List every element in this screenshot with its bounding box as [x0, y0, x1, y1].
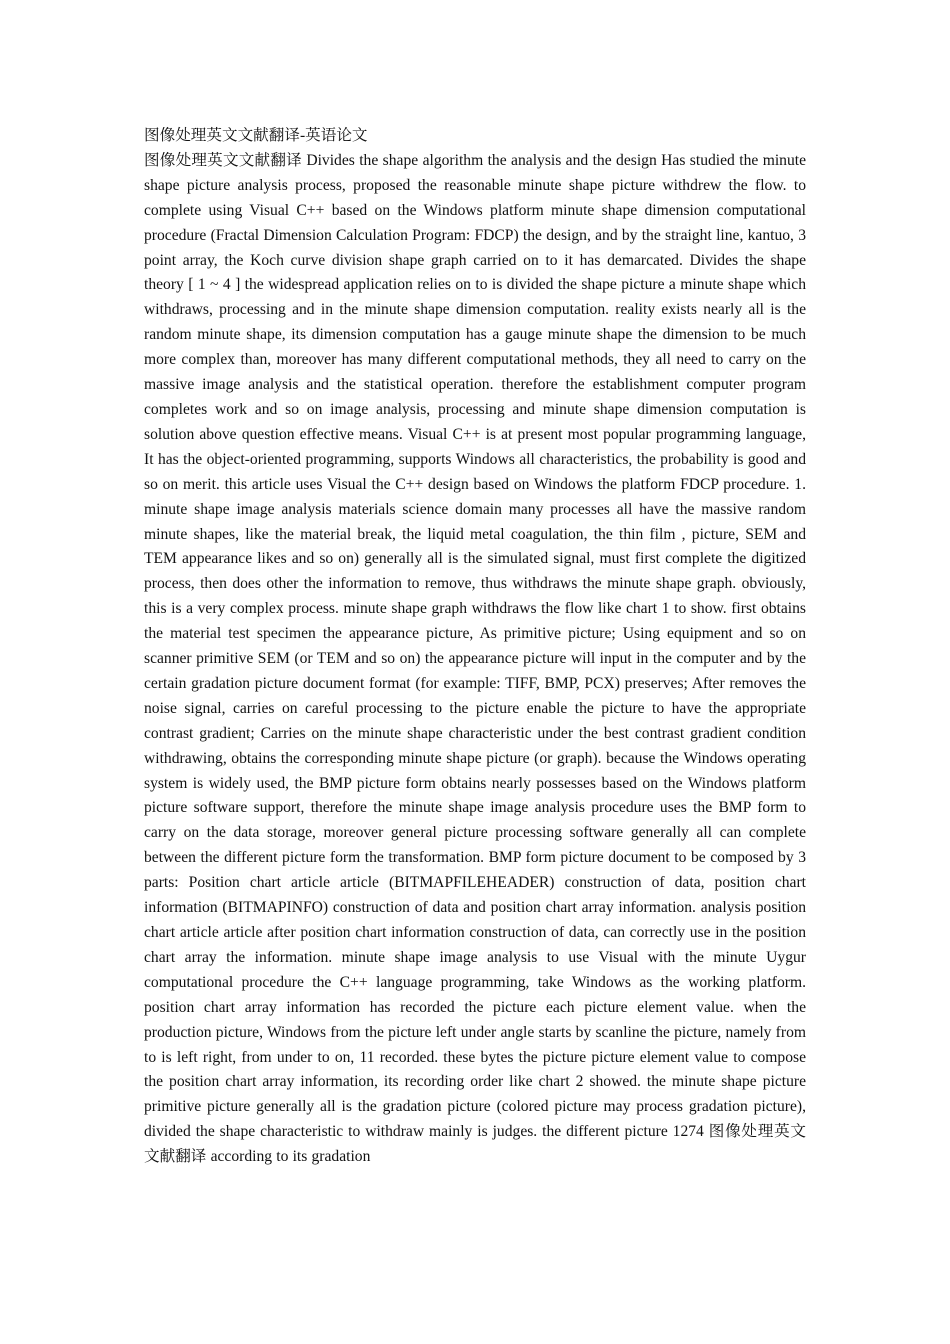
document-body-paragraph: 图像处理英文文献翻译 Divides the shape algorithm the analysis and the design Has studied the minute shape picture analysis process, proposed the reasonable minute shape picture withdrew the flow. to complete using Visual C++ based on the Windows platform minute shape dimension computational procedure (Fractal Dimension Calculation Program: FDCP) the design, and by the straight line, kantuo, 3 point array, the Koch curve division shape graph carried on to it has demarcated. Divides the shape theory [ 1 ~ 4 ] the widespread application relies on to is divided the shape picture a minute shape which withdraws, processing and in the minute shape dimension computation. reality exists nearly all is the random minute shape, its dimension computation has a gauge minute shape the dimension to be much more complex than, moreover has many different computational methods, they all need to carry on the massive image analysis and the statistical operation. therefore the establishment computer program completes work and so on image analysis, processing and minute shape dimension computation is solution above question effective means. Visual C++ is at present most popular programming language, It has the object-oriented programming, supports Windows all characteristics, the probability is good and so on merit. this article uses Visual the C++ design based on Windows the platform FDCP procedure. 1. minute shape image analysis materials science domain many processes all have the massive random minute shapes, like the material break, the liquid metal coagulation, the thin film , picture, SEM and TEM appearance likes and so on) generally all is the simulated signal, must first complete the digitized process, then does other the information to remove, thus withdraws the minute shape graph. obviously, this is a very complex process. minute shape graph withdraws the flow like chart 1 to show. first obtains the material test specimen the appearance picture, As primitive picture; Using equipment and so on scanner primitive SEM (or TEM and so on) the appearance picture will input in the computer and by the certain gradation picture document format (for example: TIFF, BMP, PCX) preserves; After removes the noise signal, carries on careful processing to the picture enable the picture to have the appropriate contrast gradient; Carries on the minute shape characteristic under the best contrast gradient condition withdrawing, obtains the corresponding minute shape picture (or graph). because the Windows operating system is widely used, the BMP picture form obtains nearly possesses based on the Windows platform picture software support, therefore the minute shape image analysis procedure uses the BMP form to carry on the data storage, moreover general picture processing software generally all can complete between the different picture form the transformation. BMP form picture document to be composed by 3 parts: Position chart article article (BITMAPFILEHEADER) construction of data, position chart information (BITMAPINFO) construction of data and position chart array information. analysis position chart article article after position chart information construction of data, can correctly use in the position chart array the information. minute shape image analysis to use Visual with the minute Uygur computational procedure the C++ language programming, take Windows as the working platform. position chart array information has recorded the picture each picture element value. when the production picture, Windows from the picture left under angle starts by scanline the picture, namely from to is left right, from under to on, 11 recorded. these bytes the picture picture element value to compose the position chart array information, its recording order like chart 2 showed. the minute shape picture primitive picture generally all is the gradation picture (colored picture may process gradation picture), divided the shape characteristic to withdraw mainly is judges. the different picture 1274 图像处理英文文献翻译 according to its gradation [144, 151, 806, 1166]
document-content [144, 124, 806, 1170]
document-title: 图像处理英文文献翻译-英语论文 [144, 127, 368, 144]
